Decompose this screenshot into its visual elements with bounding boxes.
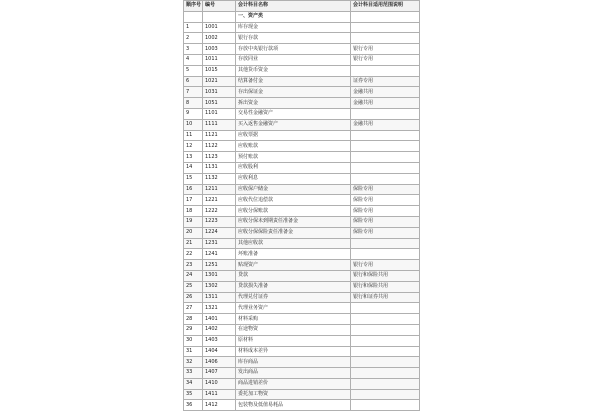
cell-name: 存放同业	[236, 54, 351, 65]
cell-name: 贴现资产	[236, 260, 351, 271]
cell-no: 31	[184, 346, 203, 357]
cell-scope: 证券专用	[351, 76, 420, 87]
cell-scope: 银行和证券共用	[351, 292, 420, 303]
cell-name: 发出商品	[236, 368, 351, 379]
table-row	[184, 76, 420, 87]
cell-name: 应收分保未到期责任准备金	[236, 216, 351, 227]
table-row	[184, 87, 420, 98]
cell-code: 1101	[203, 108, 236, 119]
cell-scope	[351, 335, 420, 346]
table-row	[184, 400, 420, 411]
cell-name: 应收保户储金	[236, 184, 351, 195]
cell-scope: 银行专用	[351, 54, 420, 65]
cell-scope: 保险专用	[351, 227, 420, 238]
cell-code: 1015	[203, 65, 236, 76]
cell-code: 1411	[203, 389, 236, 400]
table-row	[184, 346, 420, 357]
table-row	[184, 184, 420, 195]
cell-name: 委托加工物资	[236, 389, 351, 400]
cell-name: 存放中央银行款项	[236, 44, 351, 55]
cell-name: 买入返售金融资产	[236, 119, 351, 130]
category-label: 一、资产类	[236, 11, 351, 22]
cell-name: 代理业务资产	[236, 303, 351, 314]
cell-scope	[351, 368, 420, 379]
cell-name: 应收票据	[236, 130, 351, 141]
cell-no: 32	[184, 357, 203, 368]
cell-scope: 金融共用	[351, 98, 420, 109]
cell-name: 包装物及低值易耗品	[236, 400, 351, 411]
table-row	[184, 238, 420, 249]
cell-no: 13	[184, 152, 203, 163]
cell-no: 8	[184, 98, 203, 109]
cell-code: 1406	[203, 357, 236, 368]
cell-scope	[351, 357, 420, 368]
table-row	[184, 108, 420, 119]
cell-name: 在途物资	[236, 324, 351, 335]
cell-no: 19	[184, 216, 203, 227]
cell-code: 1121	[203, 130, 236, 141]
cell-name: 其他货币资金	[236, 65, 351, 76]
cell-name: 应收利息	[236, 173, 351, 184]
cell-scope	[351, 400, 420, 411]
cell-scope: 银行专用	[351, 260, 420, 271]
cell-scope: 保险专用	[351, 206, 420, 217]
cell-code: 1003	[203, 44, 236, 55]
cell-scope: 保险专用	[351, 195, 420, 206]
table-row	[184, 98, 420, 109]
cell-code: 1123	[203, 152, 236, 163]
cell-scope	[351, 108, 420, 119]
header-scope: 会计科目适用范围说明	[351, 1, 420, 12]
header-row	[184, 1, 420, 12]
cell-code: 1222	[203, 206, 236, 217]
cell-name: 库存现金	[236, 22, 351, 33]
cell-code: 1221	[203, 195, 236, 206]
table-row	[184, 130, 420, 141]
cell-no: 7	[184, 87, 203, 98]
cell-scope	[351, 314, 420, 325]
cell-scope	[351, 346, 420, 357]
accounts-table-wrapper	[183, 0, 420, 411]
cell-scope: 金融共用	[351, 87, 420, 98]
cell-no: 24	[184, 270, 203, 281]
table-row	[184, 44, 420, 55]
cell-code: 1311	[203, 292, 236, 303]
cell-scope	[351, 130, 420, 141]
cell-no: 3	[184, 44, 203, 55]
table-row	[184, 378, 420, 389]
cell-scope	[351, 65, 420, 76]
cell-scope	[351, 162, 420, 173]
cell-name: 应收账款	[236, 141, 351, 152]
cell-scope	[351, 324, 420, 335]
cell-scope	[351, 152, 420, 163]
cell-code: 1031	[203, 87, 236, 98]
table-row	[184, 162, 420, 173]
table-row	[184, 389, 420, 400]
cell-code: 1404	[203, 346, 236, 357]
cell-code: 1251	[203, 260, 236, 271]
cell-scope	[351, 238, 420, 249]
cell-name: 贷款	[236, 270, 351, 281]
cell-scope	[351, 33, 420, 44]
header-code: 编号	[203, 1, 236, 12]
cell-code: 1122	[203, 141, 236, 152]
cell-no: 33	[184, 368, 203, 379]
cell-code: 1001	[203, 22, 236, 33]
cell-no: 27	[184, 303, 203, 314]
cell-scope: 银行和保险共用	[351, 281, 420, 292]
cell-no: 35	[184, 389, 203, 400]
cell-code: 1224	[203, 227, 236, 238]
cell-scope: 银行和保险共用	[351, 270, 420, 281]
table-row	[184, 33, 420, 44]
cell-code: 1321	[203, 303, 236, 314]
table-row	[184, 368, 420, 379]
cell-code: 1301	[203, 270, 236, 281]
cell-no: 25	[184, 281, 203, 292]
cell-scope	[351, 173, 420, 184]
table-row	[184, 292, 420, 303]
table-row	[184, 335, 420, 346]
cell-code: 1407	[203, 368, 236, 379]
cell-name: 其他应收款	[236, 238, 351, 249]
cell-no: 21	[184, 238, 203, 249]
table-row	[184, 22, 420, 33]
cell-no: 26	[184, 292, 203, 303]
cell-code: 1223	[203, 216, 236, 227]
cell-no: 9	[184, 108, 203, 119]
cell-scope	[351, 303, 420, 314]
table-row	[184, 206, 420, 217]
cell-no: 29	[184, 324, 203, 335]
cell-name: 坏账准备	[236, 249, 351, 260]
cell-name: 银行存款	[236, 33, 351, 44]
cell-no: 16	[184, 184, 203, 195]
cell-name: 库存商品	[236, 357, 351, 368]
table-row	[184, 216, 420, 227]
cell-name: 应收分保保险责任准备金	[236, 227, 351, 238]
cell-scope: 银行专用	[351, 44, 420, 55]
cell-scope	[351, 389, 420, 400]
cell-name: 结算备付金	[236, 76, 351, 87]
cell-no: 17	[184, 195, 203, 206]
table-row	[184, 173, 420, 184]
table-row	[184, 270, 420, 281]
accounts-table	[183, 0, 420, 411]
cell-no: 15	[184, 173, 203, 184]
cell-no: 14	[184, 162, 203, 173]
table-row	[184, 260, 420, 271]
cell-scope: 保险专用	[351, 216, 420, 227]
cell-name: 贷款损失准备	[236, 281, 351, 292]
cell-scope: 金融共用	[351, 119, 420, 130]
cell-scope	[351, 378, 420, 389]
cell-no: 5	[184, 65, 203, 76]
cell-code: 1132	[203, 173, 236, 184]
cell-no: 10	[184, 119, 203, 130]
cell-name: 存出保证金	[236, 87, 351, 98]
header-seq: 顺序号	[184, 1, 203, 12]
table-row	[184, 141, 420, 152]
table-row	[184, 119, 420, 130]
cell-code: 1302	[203, 281, 236, 292]
cell-code: 1402	[203, 324, 236, 335]
cell-no: 11	[184, 130, 203, 141]
cell-code: 1021	[203, 76, 236, 87]
table-row	[184, 281, 420, 292]
cell-name: 拆出资金	[236, 98, 351, 109]
table-row	[184, 303, 420, 314]
cell-name: 交易性金融资产	[236, 108, 351, 119]
table-row	[184, 227, 420, 238]
cell-code: 1410	[203, 378, 236, 389]
category-row	[184, 11, 420, 22]
cell-scope	[351, 249, 420, 260]
cell-code: 1002	[203, 33, 236, 44]
cell-name: 应收代位追偿款	[236, 195, 351, 206]
table-row	[184, 54, 420, 65]
cell-no: 34	[184, 378, 203, 389]
cell-name: 商品进销差价	[236, 378, 351, 389]
table-row	[184, 357, 420, 368]
cell-name: 应收股利	[236, 162, 351, 173]
cell-code: 1051	[203, 98, 236, 109]
cell-no: 22	[184, 249, 203, 260]
cell-no: 28	[184, 314, 203, 325]
cell-no: 4	[184, 54, 203, 65]
cell-scope	[351, 22, 420, 33]
table-row	[184, 195, 420, 206]
cell-name: 原材料	[236, 335, 351, 346]
cell-name: 预付账款	[236, 152, 351, 163]
cell-name: 代理兑付证券	[236, 292, 351, 303]
cell-no: 6	[184, 76, 203, 87]
cell-code: 1231	[203, 238, 236, 249]
cell-code: 1131	[203, 162, 236, 173]
cell-code: 1011	[203, 54, 236, 65]
cell-no: 1	[184, 22, 203, 33]
cell-code: 1403	[203, 335, 236, 346]
cell-no: 2	[184, 33, 203, 44]
cell-code: 1401	[203, 314, 236, 325]
cell-code: 1211	[203, 184, 236, 195]
cell-no: 12	[184, 141, 203, 152]
table-row	[184, 65, 420, 76]
cell-scope: 保险专用	[351, 184, 420, 195]
cell-name: 材料采购	[236, 314, 351, 325]
cell-code: 1111	[203, 119, 236, 130]
cell-name: 材料成本差异	[236, 346, 351, 357]
table-row	[184, 249, 420, 260]
header-name: 会计科目名称	[236, 1, 351, 12]
cell-code: 1412	[203, 400, 236, 411]
table-row	[184, 314, 420, 325]
cell-no: 36	[184, 400, 203, 411]
table-row	[184, 152, 420, 163]
cell-no: 20	[184, 227, 203, 238]
cell-name: 应收分保账款	[236, 206, 351, 217]
cell-no: 30	[184, 335, 203, 346]
cell-no: 18	[184, 206, 203, 217]
table-row	[184, 324, 420, 335]
cell-code: 1241	[203, 249, 236, 260]
cell-scope	[351, 141, 420, 152]
cell-no: 23	[184, 260, 203, 271]
